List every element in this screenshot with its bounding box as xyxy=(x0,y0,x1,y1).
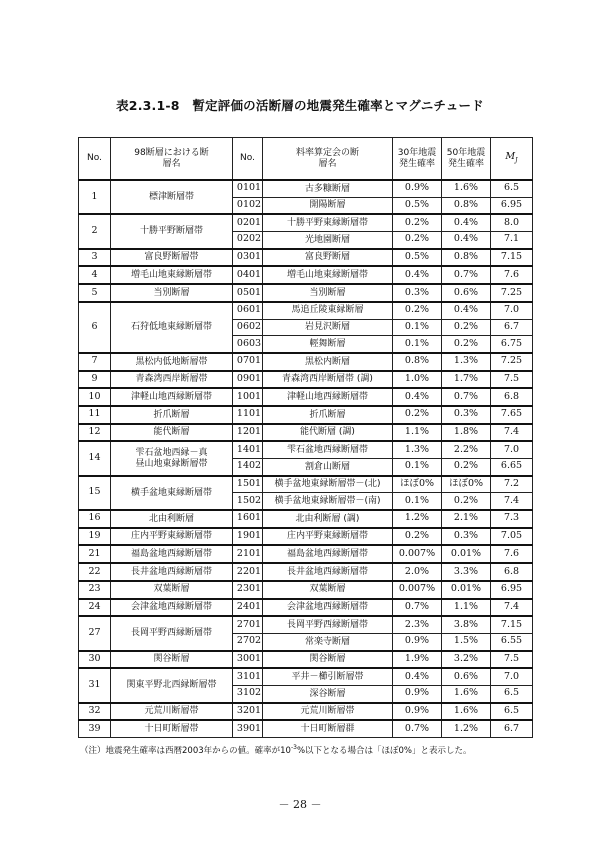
probability-30yr: 0.4% xyxy=(393,388,442,406)
table-row xyxy=(79,388,533,406)
probability-50yr: 1.6% xyxy=(442,703,491,721)
fault-group-name: 長井盆地西縁断層帯 xyxy=(111,563,233,581)
magnitude-value: 8.0 xyxy=(491,214,533,231)
fault-group-name: 庄内平野東縁断層帯 xyxy=(111,528,233,546)
segment-code: 1001 xyxy=(233,388,263,406)
segment-code: 1601 xyxy=(233,510,263,528)
probability-30yr: 0.2% xyxy=(393,528,442,546)
probability-30yr: 0.5% xyxy=(393,197,442,214)
probability-50yr: 0.8% xyxy=(442,197,491,214)
fault-group-number: 15 xyxy=(79,476,111,510)
magnitude-value: 7.6 xyxy=(491,545,533,563)
table-row xyxy=(79,424,533,442)
segment-code: 1501 xyxy=(233,476,263,493)
probability-30yr: 0.3% xyxy=(393,284,442,302)
probability-50yr: 0.4% xyxy=(442,214,491,231)
segment-code: 1402 xyxy=(233,459,263,476)
page-number: － 28 － xyxy=(278,798,322,811)
fault-group-name: 関東平野北西縁断層帯 xyxy=(111,668,233,702)
fault-group-name: 標津断層帯 xyxy=(111,180,233,214)
table-row xyxy=(79,249,533,267)
table-row xyxy=(79,528,533,546)
probability-30yr: 0.2% xyxy=(393,232,442,249)
magnitude-value: 7.0 xyxy=(491,668,533,685)
probability-30yr: 0.2% xyxy=(393,302,442,319)
header-code: No. xyxy=(233,138,263,181)
table-row xyxy=(79,616,533,633)
segment-code: 0901 xyxy=(233,371,263,389)
probability-50yr: 1.7% xyxy=(442,371,491,389)
probability-30yr: 0.8% xyxy=(393,353,442,371)
header-no: No. xyxy=(79,138,111,181)
fault-group-name: 折爪断層 xyxy=(111,406,233,424)
fault-group-number: 32 xyxy=(79,703,111,721)
table-row xyxy=(79,563,533,581)
probability-50yr: 2.2% xyxy=(442,441,491,458)
segment-name: 常楽寺断層 xyxy=(263,633,393,650)
probability-50yr: 0.2% xyxy=(442,493,491,510)
segment-name: 開陽断層 xyxy=(263,197,393,214)
segment-name: 岩見沢断層 xyxy=(263,319,393,336)
probability-50yr: 1.2% xyxy=(442,720,491,737)
table-row xyxy=(79,266,533,284)
magnitude-value: 7.6 xyxy=(491,266,533,284)
probability-50yr: 3.3% xyxy=(442,563,491,581)
header-calc-fault-name: 料率算定会の断層名 xyxy=(263,138,393,181)
table-row xyxy=(79,545,533,563)
magnitude-value: 7.5 xyxy=(491,651,533,669)
segment-code: 0102 xyxy=(233,197,263,214)
segment-name: 長岡平野西縁断層帯 xyxy=(263,616,393,633)
header-magnitude-sub: J xyxy=(515,157,518,164)
segment-code: 1201 xyxy=(233,424,263,442)
segment-code: 3102 xyxy=(233,685,263,702)
segment-code: 2301 xyxy=(233,581,263,599)
probability-30yr: 2.0% xyxy=(393,563,442,581)
footnote xyxy=(80,744,472,756)
footnote-prefix: （注）地震発生確率は西暦2003年からの値。確率が10 xyxy=(80,746,291,756)
segment-name: 折爪断層 xyxy=(263,406,393,424)
header-30yr-probability: 30年地震発生確率 xyxy=(393,138,442,181)
fault-group-number: 31 xyxy=(79,668,111,702)
probability-30yr: 0.2% xyxy=(393,214,442,231)
segment-code: 0401 xyxy=(233,266,263,284)
table-row xyxy=(79,284,533,302)
fault-group-name: 雫石盆地西縁－真昼山地東縁断層帯 xyxy=(111,441,233,475)
probability-50yr: 0.4% xyxy=(442,302,491,319)
segment-code: 2201 xyxy=(233,563,263,581)
fault-group-name: 石狩低地東縁断層帯 xyxy=(111,302,233,353)
segment-name: 輕舞断層 xyxy=(263,336,393,353)
fault-group-number: 5 xyxy=(79,284,111,302)
header-magnitude xyxy=(491,138,533,181)
footnote-suffix: %以下となる場合は「ほぼ0%」と表示した。 xyxy=(296,746,472,756)
segment-name: 馬追丘陵東縁断層 xyxy=(263,302,393,319)
fault-group-number: 27 xyxy=(79,616,111,650)
probability-30yr: 1.9% xyxy=(393,651,442,669)
table-row xyxy=(79,406,533,424)
fault-group-number: 1 xyxy=(79,180,111,214)
magnitude-value: 7.4 xyxy=(491,424,533,442)
probability-50yr: 1.6% xyxy=(442,685,491,702)
segment-code: 3101 xyxy=(233,668,263,685)
segment-name: 割倉山断層 xyxy=(263,459,393,476)
segment-code: 3201 xyxy=(233,703,263,721)
probability-30yr: 0.1% xyxy=(393,319,442,336)
segment-name: 青森湾西岸断層帯 (調) xyxy=(263,371,393,389)
table-row xyxy=(79,441,533,458)
fault-group-name: 北由利断層 xyxy=(111,510,233,528)
segment-name: 黒松内断層 xyxy=(263,353,393,371)
fault-group-number: 11 xyxy=(79,406,111,424)
segment-code: 0601 xyxy=(233,302,263,319)
probability-50yr: 1.5% xyxy=(442,633,491,650)
probability-30yr: 0.7% xyxy=(393,599,442,617)
segment-name: 十勝平野東縁断層帯 xyxy=(263,214,393,231)
table-row xyxy=(79,510,533,528)
probability-50yr: 0.2% xyxy=(442,336,491,353)
header-98-fault-name: 98断層における断層名 xyxy=(111,138,233,181)
segment-code: 3001 xyxy=(233,651,263,669)
segment-name: 横手盆地東縁断層帯－(北) xyxy=(263,476,393,493)
magnitude-value: 7.4 xyxy=(491,599,533,617)
probability-30yr: 0.7% xyxy=(393,720,442,737)
probability-30yr: 0.9% xyxy=(393,180,442,197)
segment-name: 富良野断層 xyxy=(263,249,393,267)
table-row xyxy=(79,476,533,493)
segment-name: 関谷断層 xyxy=(263,651,393,669)
fault-group-name: 津軽山地西縁断層帯 xyxy=(111,388,233,406)
magnitude-value: 7.1 xyxy=(491,232,533,249)
segment-name: 会津盆地西縁断層帯 xyxy=(263,599,393,617)
fault-group-name: 十日町断層帯 xyxy=(111,720,233,737)
table-title: 表2.3.1-8 暫定評価の活断層の地震発生確率とマグニチュード xyxy=(116,98,484,113)
probability-50yr: 0.7% xyxy=(442,388,491,406)
table-row xyxy=(79,353,533,371)
fault-group-name: 十勝平野断層帯 xyxy=(111,214,233,248)
table-row xyxy=(79,720,533,737)
magnitude-value: 6.5 xyxy=(491,703,533,721)
fault-group-name: 青森湾西岸断層帯 xyxy=(111,371,233,389)
probability-30yr: 0.9% xyxy=(393,633,442,650)
segment-code: 0101 xyxy=(233,180,263,197)
fault-group-number: 30 xyxy=(79,651,111,669)
probability-50yr: ほぼ0% xyxy=(442,476,491,493)
probability-50yr: 1.8% xyxy=(442,424,491,442)
probability-30yr: 1.1% xyxy=(393,424,442,442)
table-row xyxy=(79,302,533,319)
fault-group-number: 24 xyxy=(79,599,111,617)
fault-group-name: 会津盆地西縁断層帯 xyxy=(111,599,233,617)
footnote-sup: -3 xyxy=(290,744,297,752)
magnitude-value: 7.25 xyxy=(491,353,533,371)
probability-50yr: 0.3% xyxy=(442,528,491,546)
probability-50yr: 3.2% xyxy=(442,651,491,669)
fault-group-name: 関谷断層 xyxy=(111,651,233,669)
fault-group-number: 12 xyxy=(79,424,111,442)
probability-table xyxy=(78,137,533,738)
table-row xyxy=(79,214,533,231)
table-row xyxy=(79,703,533,721)
fault-group-number: 7 xyxy=(79,353,111,371)
segment-code: 0501 xyxy=(233,284,263,302)
header-50yr-probability: 50年地震発生確率 xyxy=(442,138,491,181)
fault-group-number: 14 xyxy=(79,441,111,475)
fault-group-name: 黒松内低地断層帯 xyxy=(111,353,233,371)
fault-group-number: 3 xyxy=(79,249,111,267)
segment-code: 2701 xyxy=(233,616,263,633)
magnitude-value: 7.0 xyxy=(491,441,533,458)
probability-50yr: 0.8% xyxy=(442,249,491,267)
segment-code: 0603 xyxy=(233,336,263,353)
segment-name: 元荒川断層帯 xyxy=(263,703,393,721)
segment-code: 0201 xyxy=(233,214,263,231)
magnitude-value: 7.4 xyxy=(491,493,533,510)
fault-group-name: 富良野断層帯 xyxy=(111,249,233,267)
probability-30yr: 0.4% xyxy=(393,668,442,685)
magnitude-value: 7.25 xyxy=(491,284,533,302)
table-row xyxy=(79,180,533,197)
probability-50yr: 0.3% xyxy=(442,406,491,424)
probability-50yr: 0.01% xyxy=(442,545,491,563)
probability-50yr: 0.01% xyxy=(442,581,491,599)
fault-group-name: 元荒川断層帯 xyxy=(111,703,233,721)
probability-50yr: 0.7% xyxy=(442,266,491,284)
probability-50yr: 0.6% xyxy=(442,668,491,685)
probability-30yr: 0.9% xyxy=(393,703,442,721)
probability-30yr: 0.9% xyxy=(393,685,442,702)
fault-group-name: 双葉断層 xyxy=(111,581,233,599)
fault-group-number: 9 xyxy=(79,371,111,389)
segment-code: 0301 xyxy=(233,249,263,267)
segment-name: 津軽山地西縁断層帯 xyxy=(263,388,393,406)
segment-name: 光地園断層 xyxy=(263,232,393,249)
probability-30yr: 0.007% xyxy=(393,581,442,599)
fault-group-name: 当別断層 xyxy=(111,284,233,302)
probability-30yr: 0.4% xyxy=(393,266,442,284)
fault-group-number: 2 xyxy=(79,214,111,248)
probability-50yr: 0.2% xyxy=(442,459,491,476)
fault-group-number: 39 xyxy=(79,720,111,737)
fault-group-name: 能代断層 xyxy=(111,424,233,442)
fault-group-number: 4 xyxy=(79,266,111,284)
segment-code: 0701 xyxy=(233,353,263,371)
table-row xyxy=(79,668,533,685)
table-row xyxy=(79,599,533,617)
fault-group-name: 福島盆地西縁断層帯 xyxy=(111,545,233,563)
probability-30yr: 1.0% xyxy=(393,371,442,389)
probability-30yr: 1.2% xyxy=(393,510,442,528)
probability-50yr: 0.4% xyxy=(442,232,491,249)
segment-name: 深谷断層 xyxy=(263,685,393,702)
segment-code: 1502 xyxy=(233,493,263,510)
probability-30yr: 2.3% xyxy=(393,616,442,633)
segment-name: 古多糠断層 xyxy=(263,180,393,197)
probability-30yr: 0.1% xyxy=(393,336,442,353)
magnitude-value: 7.65 xyxy=(491,406,533,424)
segment-name: 増毛山地東縁断層帯 xyxy=(263,266,393,284)
probability-30yr: 0.1% xyxy=(393,459,442,476)
magnitude-value: 7.0 xyxy=(491,302,533,319)
magnitude-value: 6.8 xyxy=(491,563,533,581)
probability-30yr: 0.5% xyxy=(393,249,442,267)
segment-code: 1901 xyxy=(233,528,263,546)
magnitude-value: 6.8 xyxy=(491,388,533,406)
fault-group-number: 22 xyxy=(79,563,111,581)
magnitude-value: 6.7 xyxy=(491,720,533,737)
segment-name: 庄内平野東縁断層帯 xyxy=(263,528,393,546)
probability-50yr: 1.6% xyxy=(442,180,491,197)
segment-code: 2401 xyxy=(233,599,263,617)
segment-code: 1101 xyxy=(233,406,263,424)
magnitude-value: 6.75 xyxy=(491,336,533,353)
probability-50yr: 1.3% xyxy=(442,353,491,371)
fault-group-name: 長岡平野西縁断層帯 xyxy=(111,616,233,650)
magnitude-value: 6.5 xyxy=(491,685,533,702)
segment-code: 3901 xyxy=(233,720,263,737)
probability-30yr: ほぼ0% xyxy=(393,476,442,493)
segment-code: 0602 xyxy=(233,319,263,336)
magnitude-value: 6.5 xyxy=(491,180,533,197)
probability-50yr: 1.1% xyxy=(442,599,491,617)
magnitude-value: 7.5 xyxy=(491,371,533,389)
header-magnitude-m: M xyxy=(505,151,516,163)
fault-group-number: 23 xyxy=(79,581,111,599)
magnitude-value: 6.95 xyxy=(491,581,533,599)
probability-50yr: 2.1% xyxy=(442,510,491,528)
segment-code: 0202 xyxy=(233,232,263,249)
segment-name: 雫石盆地西縁断層帯 xyxy=(263,441,393,458)
header-row xyxy=(79,138,533,181)
magnitude-value: 7.15 xyxy=(491,616,533,633)
fault-group-name: 増毛山地東縁断層帯 xyxy=(111,266,233,284)
segment-code: 2702 xyxy=(233,633,263,650)
magnitude-value: 7.15 xyxy=(491,249,533,267)
segment-name: 十日町断層群 xyxy=(263,720,393,737)
magnitude-value: 7.3 xyxy=(491,510,533,528)
probability-50yr: 0.2% xyxy=(442,319,491,336)
table-body xyxy=(79,180,533,738)
table-row xyxy=(79,371,533,389)
segment-name: 双葉断層 xyxy=(263,581,393,599)
segment-name: 北由利断層 (調) xyxy=(263,510,393,528)
fault-group-number: 10 xyxy=(79,388,111,406)
table-row xyxy=(79,651,533,669)
segment-name: 長井盆地西縁断層帯 xyxy=(263,563,393,581)
segment-name: 福島盆地西縁断層帯 xyxy=(263,545,393,563)
segment-code: 2101 xyxy=(233,545,263,563)
magnitude-value: 6.65 xyxy=(491,459,533,476)
probability-30yr: 0.2% xyxy=(393,406,442,424)
fault-group-number: 6 xyxy=(79,302,111,353)
fault-group-number: 16 xyxy=(79,510,111,528)
probability-30yr: 0.007% xyxy=(393,545,442,563)
fault-group-number: 21 xyxy=(79,545,111,563)
probability-50yr: 0.6% xyxy=(442,284,491,302)
segment-name: 能代断層 (調) xyxy=(263,424,393,442)
magnitude-value: 6.95 xyxy=(491,197,533,214)
table-row xyxy=(79,581,533,599)
fault-group-number: 19 xyxy=(79,528,111,546)
probability-30yr: 0.1% xyxy=(393,493,442,510)
segment-code: 1401 xyxy=(233,441,263,458)
magnitude-value: 7.05 xyxy=(491,528,533,546)
segment-name: 平井－櫛引断層帯 xyxy=(263,668,393,685)
segment-name: 当別断層 xyxy=(263,284,393,302)
probability-30yr: 1.3% xyxy=(393,441,442,458)
probability-50yr: 3.8% xyxy=(442,616,491,633)
fault-group-name: 横手盆地東縁断層帯 xyxy=(111,476,233,510)
magnitude-value: 7.2 xyxy=(491,476,533,493)
magnitude-value: 6.7 xyxy=(491,319,533,336)
segment-name: 横手盆地東縁断層帯－(南) xyxy=(263,493,393,510)
magnitude-value: 6.55 xyxy=(491,633,533,650)
